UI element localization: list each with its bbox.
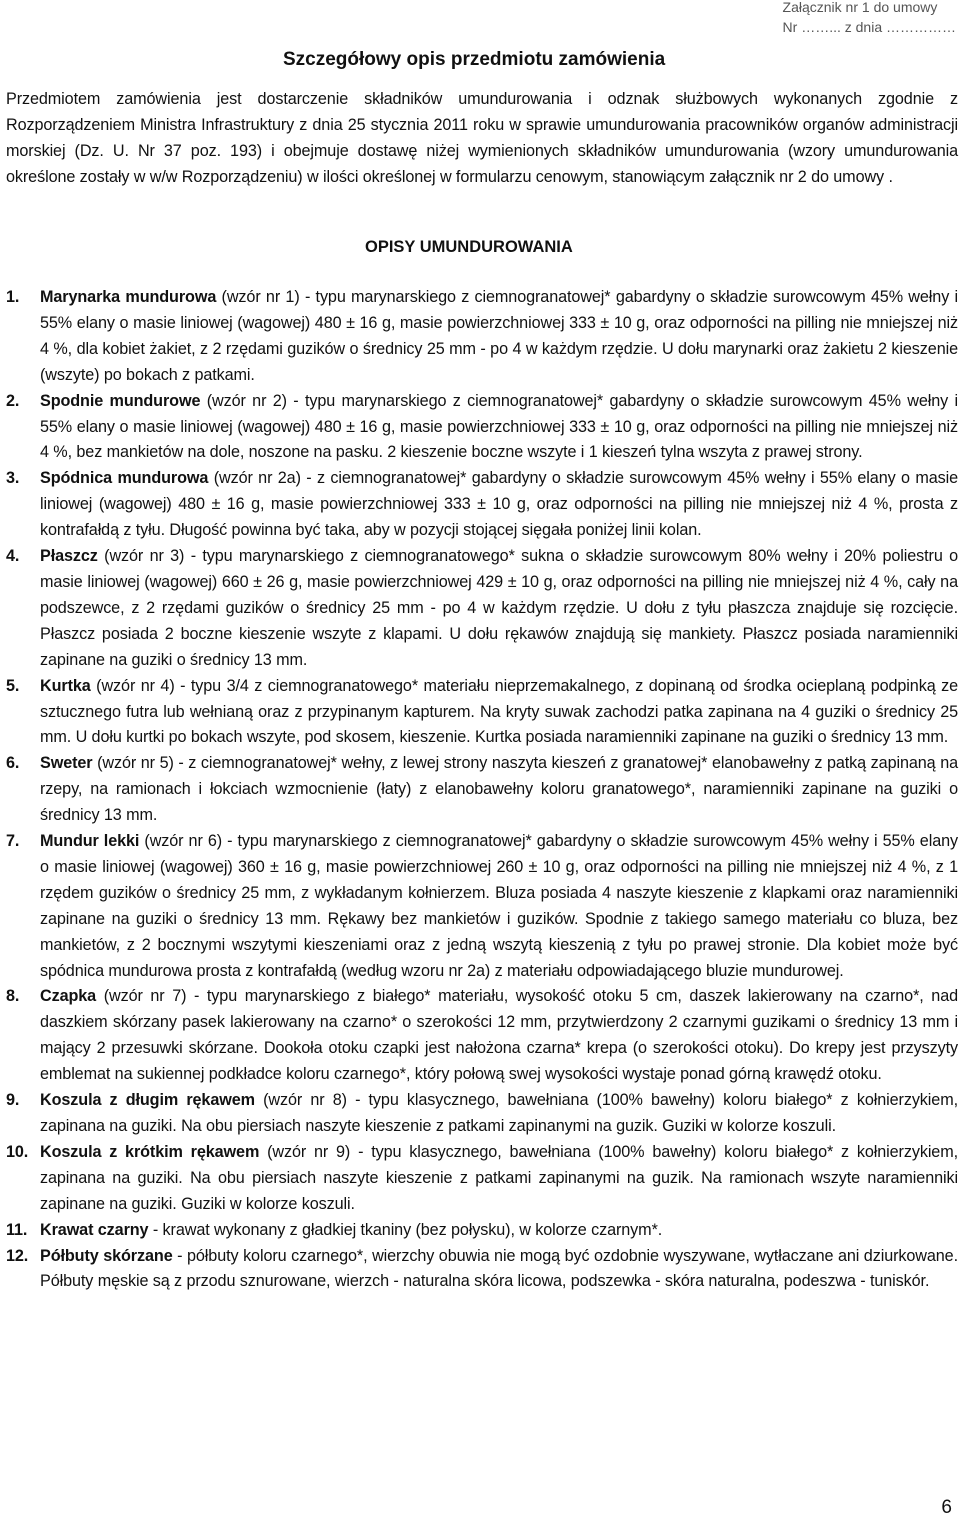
- item-number: 3.: [6, 469, 20, 488]
- item-number: 11.: [6, 1220, 28, 1239]
- list-item: [6, 466, 958, 544]
- item-number: 7.: [6, 832, 20, 851]
- item-description: - półbuty koloru czarnego*, wierzchy obuwia nie mogą być ozdobnie wyszywane, wytłaczane ani dziurkowane. Półbuty męskie są z przodu sznurowane, wierzch - naturalna skóra licowa, podszewka - skóra naturalna, podeszwa - tuniskór.: [40, 1246, 958, 1291]
- annex-header: [783, 0, 956, 37]
- document-title: Szczegółowy opis przedmiotu zamówienia: [283, 49, 666, 70]
- list-item: [6, 751, 958, 829]
- list-item: [6, 1218, 958, 1244]
- list-item: [6, 389, 958, 467]
- section-heading: OPISY UMUNDUROWANIA: [365, 238, 573, 256]
- item-name: Mundur lekki: [40, 832, 140, 851]
- list-item: [6, 544, 958, 674]
- item-number: 2.: [6, 391, 20, 410]
- list-item: [6, 829, 958, 984]
- item-number: 4.: [6, 547, 20, 566]
- item-name: Sweter: [40, 754, 93, 773]
- item-name: Kurtka: [40, 676, 91, 695]
- item-description: (wzór nr 6) - typu marynarskiego z ciemnogranatowej* gabardyny o składzie surowcowym 45% wełny i 55% elany o masie liniowej (wagowej) 360 ± 16 g, masie powierzchniowej 260 ± 10 g, oraz odporności na pilling nie mniejszej niż 4 %, z 1 rzędem guzików o średnicy 25 mm, z wykładanym kołnierzem. Bluza posiada 4 naszyte kieszenie z klapkami oraz naramienniki zapinane na guziki o średnicy 13 mm. Rękawy bez mankietów i guzików. Spodnie z takiego samego materiału co bluza, bez mankietów, z 2 bocznymi wszytymi kieszeniami oraz z jedną wszytą kieszenią z tyłu po prawej stronie. Dla kobiet może być spódnica mundurowa prosta z kontrafałdą (według wzoru nr 2a) z materiału odpowiadającego bluzie mundurowej.: [40, 832, 958, 980]
- item-name: Koszula z długim rękawem: [40, 1091, 255, 1110]
- item-name: Koszula z krótkim rękawem: [40, 1142, 260, 1161]
- item-number: 1.: [6, 288, 20, 306]
- uniform-items-list: [6, 285, 958, 1295]
- item-number: 12.: [6, 1246, 29, 1265]
- page-number: 6: [941, 1497, 952, 1518]
- intro-text: Przedmiotem zamówienia jest dostarczenie składników umundurowania i odznak służbowych wykonanych zgodnie z Rozporządzeniem Ministra Infrastruktury z dnia 25 stycznia 2011 roku w sprawie umundurowania pracowników organów administracji morskiej (Dz. U. Nr 37 poz. 193) i obejmuje dostawę niżej wymienionych składników umundurowania (wzory umundurowania określone zostały w w/w Rozporządzeniu) w ilości określonej w formularzu cenowym, stanowiącym załącznik nr 2 do umowy .: [6, 90, 958, 186]
- list-item: [6, 285, 958, 389]
- item-number: 9.: [6, 1091, 20, 1110]
- list-item: [6, 674, 958, 752]
- item-description: (wzór nr 9) - typu klasycznego, bawełniana (100% bawełny) koloru białego* z kołnierzykiem, zapinana na guziki. Na obu piersiach naszyte kieszenie z patkami zapinanymi na guzik. Na ramionach wszyte naramienniki zapinane na guziki. Guziki w kolorze koszuli.: [40, 1142, 958, 1213]
- item-description: (wzór nr 1) - typu marynarskiego z ciemnogranatowej* gabardyny o składzie surowcowym 45% wełny i 55% elany o masie liniowej (wagowej) 480 ± 16 g, masie powierzchniowej 333 ± 10 g, oraz odporności na pilling nie mniejszej niż 4 %, dla kobiet żakiet, z 2 rzędami guzików o średnicy 25 mm - po 4 w każdym rzędzie. U dołu marynarki oraz żakietu 2 kieszenie (wszyte) po bokach z patkami.: [40, 288, 958, 384]
- item-number: 6.: [6, 754, 20, 773]
- item-name: Marynarka mundurowa: [40, 288, 217, 306]
- annex-line-2: Nr ……... z dnia ……………: [782, 19, 956, 35]
- list-item: [6, 1088, 958, 1140]
- item-description: (wzór nr 3) - typu marynarskiego z ciemnogranatowego* sukna o składzie surowcowym 80% wełny i 20% poliestru o masie liniowej (wagowej) 660 ± 26 g, masie powierzchniowej 429 ± 10 g, oraz odporności na pilling nie mniejszej niż 4 %, cały na podszewce, z 2 rzędami guzików o średnicy 25 mm - po 4 w każdym rzędzie. U dołu z tyłu płaszcza znajduje się rozcięcie. Płaszcz posiada 2 boczne kieszenie wszyte z klapami. U dołu rękawów znajdują się mankiety. Płaszcz posiada naramienniki zapinane na guziki o średnicy 13 mm.: [40, 547, 958, 669]
- item-name: Spódnica mundurowa: [40, 469, 209, 488]
- item-description: (wzór nr 2a) - z ciemnogranatowej* gabardyny o składzie surowcowym 45% wełny i 55% elany o masie liniowej (wagowej) 480 ± 16 g, masie powierzchniowej 333 ± 10 g, oraz odporności na pilling nie mniejszej niż 4 %, prosta z kontrafałdą z tyłu. Długość powinna być taka, aby w pozycji stojącej sięgała poniżej linii kolan.: [40, 469, 958, 540]
- list-item: [6, 1140, 958, 1218]
- item-description: - krawat wykonany z gładkiej tkaniny (bez połysku), w kolorze czarnym*.: [148, 1220, 663, 1239]
- item-name: Czapka: [40, 987, 97, 1006]
- item-name: Płaszcz: [40, 547, 98, 566]
- item-name: Półbuty skórzane: [40, 1246, 173, 1265]
- item-description: (wzór nr 8) - typu klasycznego, bawełniana (100% bawełny) koloru białego* z kołnierzykiem, zapinana na guziki. Na obu piersiach naszyte kieszenie z patkami zapinanymi na guzik. Guziki w kolorze koszuli.: [40, 1091, 958, 1135]
- list-item: [6, 984, 958, 1088]
- intro-paragraph: [6, 86, 958, 190]
- item-description: (wzór nr 7) - typu marynarskiego z białego* materiału, wysokość otoku 5 cm, daszek lakierowany na czarno*, nad daszkiem skórzany pasek lakierowany na czarno* o szerokości 12 mm, przytwierdzony 2 czarnymi guzikami o średnicy 13 mm i mający 2 przesuwki skórzane. Dookoła otoku czapki jest nałożona czarna* krepa (o szerokości otoku). Do krepy jest przyszyty emblemat na sukiennej podkładce koloru czarnego*, który połową swej wysokości wystaje ponad górną krawędź otoku.: [40, 987, 958, 1084]
- item-description: (wzór nr 5) - z ciemnogranatowej* wełny, z lewej strony naszyta kieszeń z granatowej* elanobawełny z patką zapinaną na rzepy, na ramionach i łokciach wzmocnienie (łaty) z elanobawełny koloru granatowego*, naramienniki zapinane na guziki o średnicy 13 mm.: [40, 754, 958, 825]
- list-item: [6, 1244, 958, 1296]
- item-description: (wzór nr 2) - typu marynarskiego z ciemnogranatowej* gabardyny o składzie surowcowym 45% wełny i 55% elany o masie liniowej (wagowej) 480 ± 16 g, masie powierzchniowej 333 ± 10 g, oraz odporności na pilling nie mniejszej niż 4 %, bez mankietów na dole, noszone na pasku. 2 kieszenie boczne wszyte i 1 kieszeń tylna wszyta z prawej strony.: [40, 391, 958, 462]
- annex-line-1: Załącznik nr 1 do umowy: [782, 0, 938, 15]
- item-number: 10.: [6, 1142, 29, 1161]
- item-name: Krawat czarny: [40, 1220, 149, 1239]
- item-number: 5.: [6, 676, 20, 695]
- item-name: Spodnie mundurowe: [40, 391, 201, 410]
- item-number: 8.: [6, 987, 20, 1006]
- item-description: (wzór nr 4) - typu 3/4 z ciemnogranatowego* materiału nieprzemakalnego, z dopinaną od środka ocieplaną podpinką ze sztucznego futra lub wełnianą oraz z przypinanym kapturem. Na kryty suwak zachodzi patka zapinana na 4 guziki o średnicy 25 mm. U dołu kurtki po bokach wszyte, pod skosem, kieszenie. Kurtka posiada naramienniki zapinane na guziki o średnicy 13 mm.: [40, 676, 958, 747]
